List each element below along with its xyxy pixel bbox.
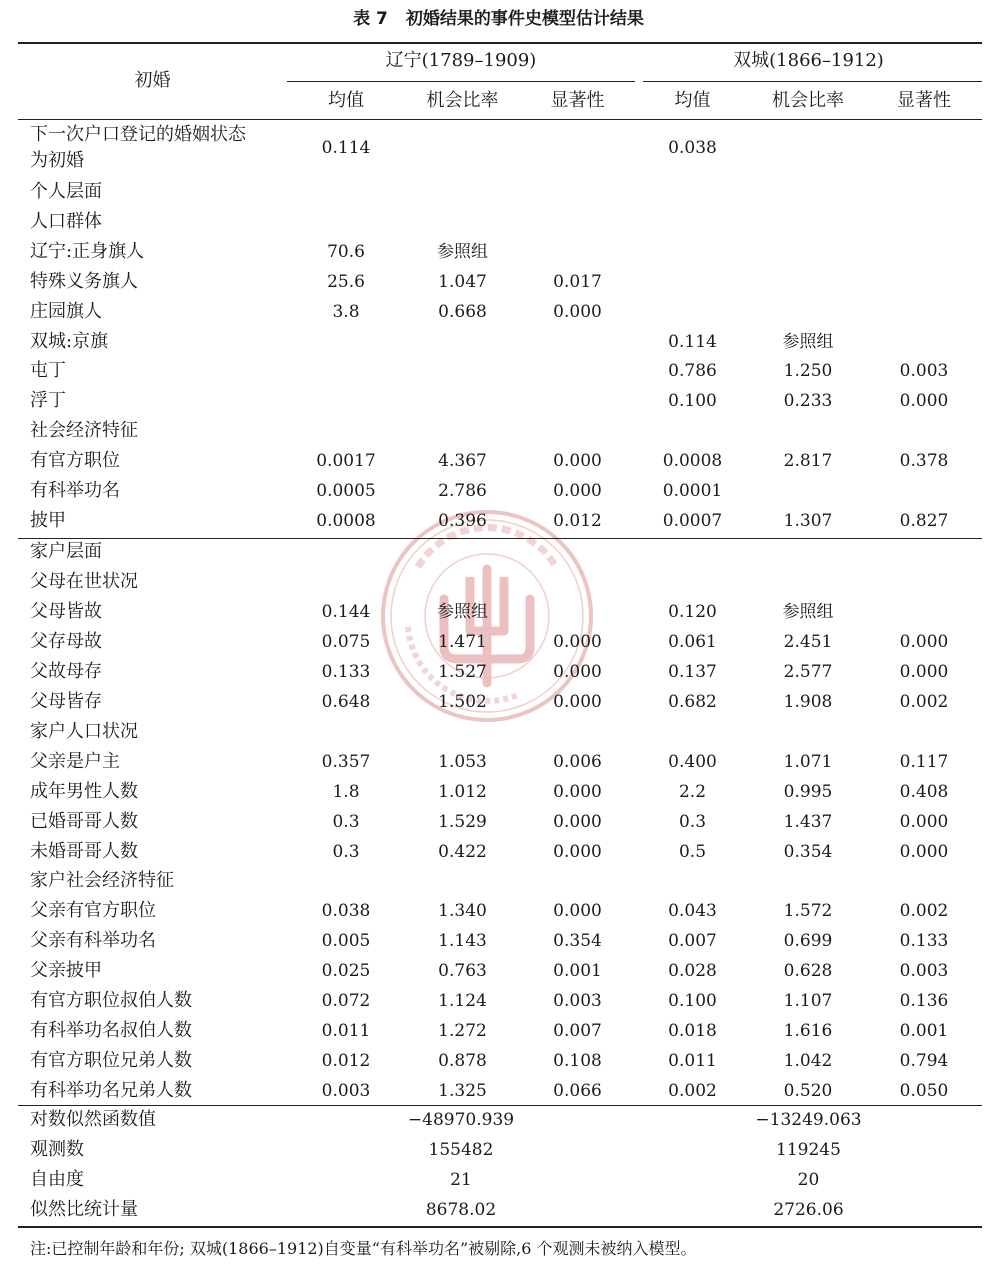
cell-value: 0.354 [783, 841, 833, 862]
row-label: 个人层面 [30, 181, 102, 202]
row-label: 已婚哥哥人数 [30, 810, 138, 832]
cell-value: 3.8 [332, 301, 360, 322]
cell-value: 4.367 [438, 451, 487, 472]
cell-value: 0.075 [321, 631, 371, 652]
row-label: 父亲有科举功名 [30, 930, 156, 952]
column-header-odds-ratio: 机会比率 [426, 90, 499, 111]
cell-value: 1.107 [783, 991, 833, 1012]
row-label: 有科举功名叔伯人数 [30, 1020, 192, 1042]
cell-value: 0.0005 [316, 481, 376, 501]
cell-value: 0.136 [899, 991, 949, 1012]
column-header-mean: 均值 [328, 90, 364, 111]
cell-value: 0.001 [899, 1021, 949, 1042]
cell-value: 0.0008 [316, 510, 376, 531]
cell-value: 0.3 [332, 841, 360, 862]
cell-value: 0.000 [553, 481, 602, 501]
cell-value: 0.400 [668, 751, 717, 772]
stat-label: 似然比统计量 [30, 1199, 138, 1220]
cell-value: 0.108 [553, 1051, 602, 1072]
cell-value: 0.0008 [662, 451, 723, 472]
top-rule [18, 42, 982, 44]
stat-value-shuangcheng: −13249.063 [755, 1110, 862, 1130]
cell-value: 0.003 [899, 961, 949, 982]
cell-value: 1.250 [783, 361, 833, 382]
cell-value: 0.000 [553, 451, 602, 472]
cell-value: 1.572 [783, 901, 833, 922]
cell-value: 0.827 [899, 510, 949, 531]
cell-value: 0.682 [668, 691, 717, 712]
row-label: 未婚哥哥人数 [30, 840, 138, 862]
row-label: 父亲披甲 [30, 960, 102, 982]
row-label: 庄园旗人 [30, 300, 102, 322]
cell-value: 1.307 [783, 510, 833, 531]
cell-value: 0.043 [668, 901, 717, 922]
cell-value: 1.325 [438, 1081, 487, 1102]
cell-value: 0.000 [899, 631, 949, 652]
cell-value: 0.378 [899, 451, 949, 472]
bottom-rule [18, 1226, 982, 1228]
cell-value: 0.133 [321, 661, 371, 682]
cell-value: 0.050 [899, 1081, 949, 1102]
cell-value: 1.8 [332, 781, 360, 802]
row-label: 家户社会经济特征 [30, 870, 174, 892]
table-title [0, 8, 997, 30]
cell-value: 0.000 [553, 781, 602, 802]
cell-value: 1.437 [783, 811, 833, 832]
cell-value: 0.408 [899, 781, 949, 802]
cell-value: 2.817 [783, 451, 833, 472]
row-label: 父亲是户主 [30, 750, 120, 772]
cell-value: 2.786 [438, 481, 487, 501]
cell-value: 0.011 [668, 1051, 717, 1072]
cell-value: 0.763 [438, 961, 487, 982]
table-caption: 初婚结果的事件史模型估计结果 [405, 9, 644, 29]
cell-value: 1.071 [783, 751, 833, 772]
stat-label: 自由度 [30, 1169, 84, 1190]
stat-value-liaoning: −48970.939 [407, 1110, 515, 1130]
cell-value: 0.028 [668, 961, 717, 982]
cell-value: 0.017 [553, 271, 602, 292]
row-label: 家户人口状况 [30, 720, 138, 742]
table-number: 表 7 [353, 9, 388, 29]
stat-value-shuangcheng: 119245 [776, 1140, 841, 1160]
cell-value: 0.007 [668, 931, 717, 952]
cell-value: 0.648 [321, 691, 371, 712]
cell-value: 0.003 [321, 1081, 371, 1102]
cell-value: 0.000 [553, 901, 602, 922]
cell-value: 0.011 [321, 1021, 371, 1042]
cell-value: 1.124 [438, 991, 487, 1012]
cell-value: 0.628 [783, 961, 833, 982]
cell-value: 0.0001 [662, 481, 723, 501]
cell-value: 0.699 [783, 931, 833, 952]
row-label: 人口群体 [30, 210, 102, 232]
cell-value: 0.114 [321, 138, 371, 158]
cell-value: 1.529 [438, 811, 487, 832]
cell-value: 参照组 [782, 331, 834, 352]
cell-value: 参照组 [782, 601, 834, 622]
section-divider-rule [18, 538, 982, 539]
cell-value: 0.072 [321, 991, 371, 1012]
row-label: 有官方职位兄弟人数 [30, 1050, 192, 1072]
cell-value: 0.006 [553, 751, 602, 772]
row-label: 有科举功名兄弟人数 [30, 1080, 192, 1102]
cell-value: 1.272 [438, 1021, 487, 1042]
cell-value: 0.794 [899, 1051, 949, 1072]
cell-value: 0.000 [553, 691, 602, 712]
group-rule-shuangcheng [643, 81, 982, 82]
cell-value: 参照组 [437, 601, 488, 622]
cell-value: 0.396 [438, 510, 487, 531]
cell-value: 0.061 [668, 631, 717, 652]
cell-value: 1.527 [438, 661, 487, 682]
cell-value: 0.001 [553, 961, 602, 982]
cell-value: 0.002 [899, 691, 949, 712]
stat-value-shuangcheng: 20 [797, 1170, 820, 1190]
cell-value: 0.025 [321, 961, 371, 982]
row-label: 社会经济特征 [30, 420, 138, 442]
cell-value: 1.616 [783, 1021, 833, 1042]
row-label: 家户层面 [30, 541, 102, 562]
cell-value: 0.133 [899, 931, 949, 952]
cell-value: 0.003 [899, 361, 949, 382]
cell-value: 0.3 [678, 811, 707, 832]
cell-value: 0.357 [321, 751, 371, 772]
cell-value: 1.471 [438, 631, 487, 652]
stat-value-liaoning: 155482 [428, 1140, 494, 1160]
stat-label: 观测数 [30, 1139, 84, 1160]
cell-value: 参照组 [437, 241, 488, 262]
cell-value: 0.995 [783, 781, 833, 802]
cell-value: 0.000 [899, 811, 949, 832]
cell-value: 0.003 [553, 991, 602, 1012]
row-label: 辽宁:正身旗人 [30, 240, 145, 262]
cell-value: 0.354 [553, 931, 602, 952]
cell-value: 0.100 [668, 391, 717, 412]
row-label: 有官方职位 [30, 450, 120, 472]
cell-value: 0.012 [321, 1051, 371, 1072]
table-note: 注:已控制年龄和年份; 双城(1866–1912)自变量“有科举功名”被剔除,6 个观测未被纳入模型。 [30, 1239, 697, 1258]
row-label: 父母皆故 [30, 600, 102, 622]
cell-value: 0.002 [899, 901, 949, 922]
cell-value: 0.144 [321, 601, 371, 622]
row-label: 父亲有官方职位 [30, 900, 156, 922]
cell-value: 0.786 [668, 361, 717, 382]
row-label: 父母皆存 [30, 690, 102, 712]
cell-value: 0.066 [553, 1081, 602, 1102]
cell-value: 0.422 [438, 841, 487, 862]
stat-value-liaoning: 21 [450, 1170, 472, 1190]
cell-value: 0.120 [668, 601, 717, 622]
row-label: 浮丁 [30, 390, 66, 412]
column-header-mean: 均值 [674, 90, 711, 111]
stat-value-shuangcheng: 2726.06 [773, 1200, 844, 1220]
cell-value: 0.233 [783, 391, 833, 412]
cell-value: 0.038 [668, 138, 717, 158]
cell-value: 0.5 [678, 841, 707, 862]
cell-value: 1.340 [438, 901, 487, 922]
cell-value: 0.137 [668, 661, 717, 682]
row-label: 披甲 [30, 509, 66, 531]
cell-value: 0.007 [553, 1021, 602, 1042]
group-header-shuangcheng: 双城(1866–1912) [733, 50, 884, 71]
row-label: 有官方职位叔伯人数 [30, 990, 192, 1012]
cell-value: 0.000 [899, 661, 949, 682]
cell-value: 0.117 [899, 751, 949, 772]
cell-value: 2.451 [783, 631, 833, 652]
cell-value: 0.114 [668, 331, 717, 352]
cell-value: 0.012 [553, 510, 602, 531]
column-header-odds-ratio: 机会比率 [772, 90, 844, 111]
cell-value: 1.908 [783, 691, 833, 712]
cell-value: 2.2 [678, 781, 707, 802]
cell-value: 0.038 [321, 901, 371, 922]
row-label: 下一次户口登记的婚姻状态 [30, 124, 246, 145]
row-label: 父母在世状况 [30, 570, 138, 592]
row-header-label: 初婚 [134, 70, 171, 91]
stat-label: 对数似然函数值 [30, 1109, 156, 1130]
cell-value: 0.0007 [662, 510, 723, 531]
stat-value-liaoning: 8678.02 [425, 1200, 497, 1220]
column-header-significance: 显著性 [897, 90, 951, 111]
cell-value: 1.053 [438, 751, 487, 772]
cell-value: 0.000 [899, 391, 949, 412]
group-rule-liaoning [287, 81, 635, 82]
row-label: 有科举功名 [30, 480, 120, 501]
row-label: 父故母存 [30, 660, 102, 682]
cell-value: 1.143 [438, 931, 487, 952]
cell-value: 1.012 [438, 781, 487, 802]
cell-value: 1.502 [438, 691, 487, 712]
cell-value: 0.000 [553, 841, 602, 862]
row-label: 特殊义务旗人 [30, 270, 138, 292]
row-label: 成年男性人数 [30, 780, 138, 802]
cell-value: 0.100 [668, 991, 717, 1012]
cell-value: 2.577 [783, 661, 833, 682]
cell-value: 0.000 [553, 811, 602, 832]
row-label: 双城:京旗 [30, 330, 109, 352]
cell-value: 0.000 [899, 841, 949, 862]
cell-value: 0.000 [553, 301, 602, 322]
cell-value: 0.000 [553, 661, 602, 682]
group-header-liaoning: 辽宁(1789–1909) [385, 50, 537, 71]
cell-value: 1.047 [438, 271, 487, 292]
row-label-continued: 为初婚 [30, 150, 84, 171]
cell-value: 0.3 [332, 811, 360, 832]
column-header-significance: 显著性 [550, 90, 605, 111]
cell-value: 0.878 [438, 1051, 487, 1072]
row-label: 父存母故 [30, 630, 102, 652]
cell-value: 0.000 [553, 631, 602, 652]
cell-value: 0.018 [668, 1021, 717, 1042]
cell-value: 0.002 [668, 1081, 717, 1102]
cell-value: 0.005 [321, 931, 371, 952]
row-label: 屯丁 [30, 360, 66, 382]
cell-value: 0.0017 [316, 451, 376, 472]
cell-value: 25.6 [327, 271, 365, 292]
cell-value: 1.042 [783, 1051, 833, 1072]
cell-value: 70.6 [327, 241, 365, 262]
cell-value: 0.668 [438, 301, 487, 322]
cell-value: 0.520 [783, 1081, 833, 1102]
